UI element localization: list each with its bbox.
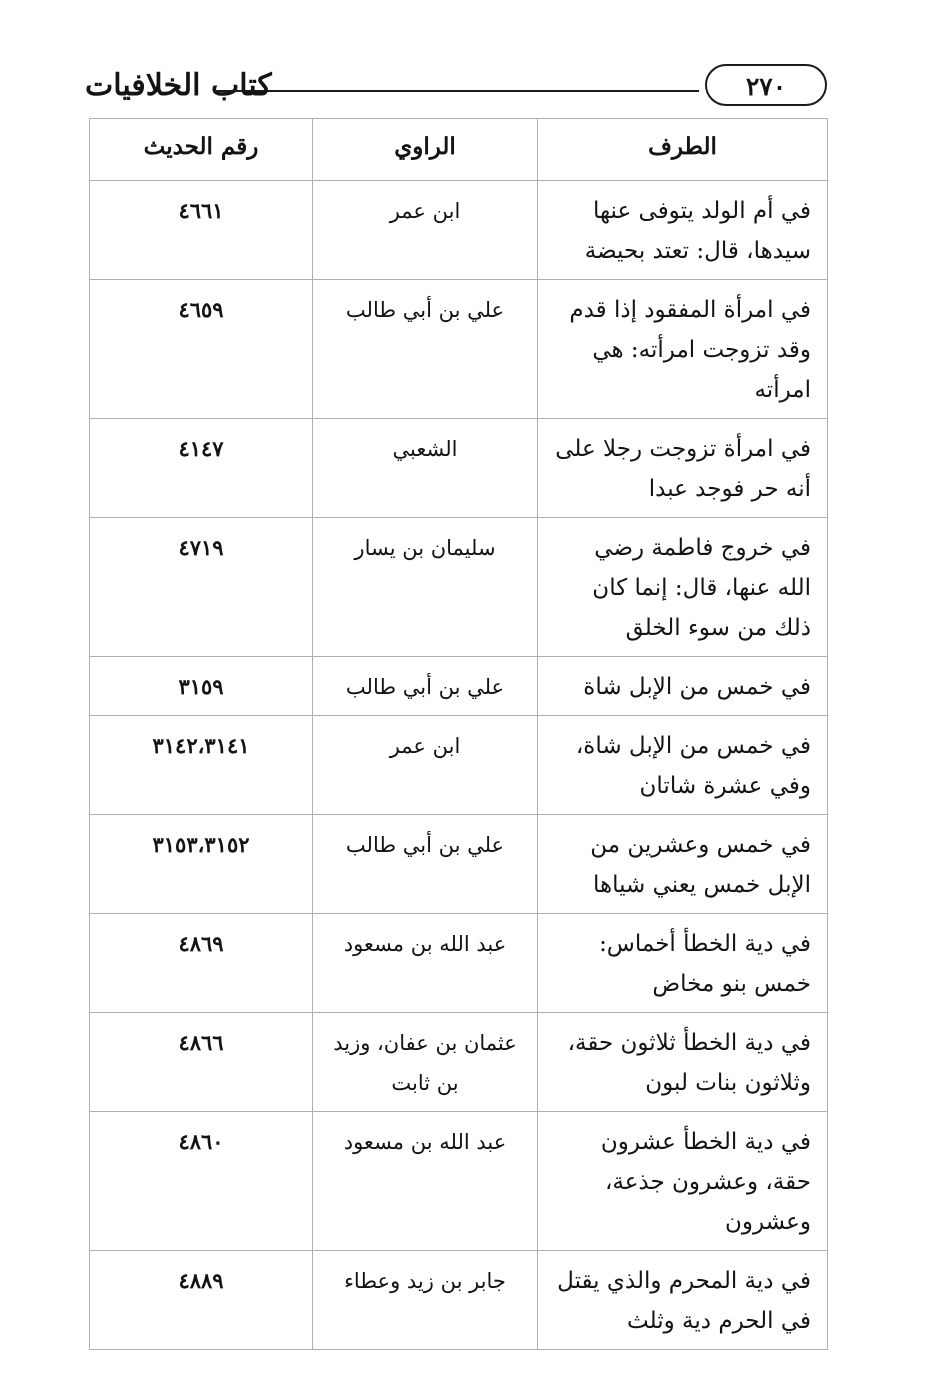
tarf-cell: في دية الخطأ عشرون حقة، وعشرون جذعة، وعشرون xyxy=(538,1112,828,1251)
tarf-cell: في دية الخطأ أخماس: خمس بنو مخاض xyxy=(538,914,828,1013)
tarf-cell: في امرأة المفقود إذا قدم وقد تزوجت امرأته: هي امرأته xyxy=(538,280,828,419)
rawi-cell: علي بن أبي طالب xyxy=(313,657,538,716)
header-rule xyxy=(213,90,699,92)
raqm-cell: ٤٨٦٦ xyxy=(90,1013,313,1112)
raqm-cell: ٤٧١٩ xyxy=(90,518,313,657)
table-row xyxy=(90,1251,828,1350)
page-header xyxy=(85,62,830,112)
rawi-cell: ابن عمر xyxy=(313,181,538,280)
raqm-cell: ٤٦٥٩ xyxy=(90,280,313,419)
raqm-cell: ٤٦٦١ xyxy=(90,181,313,280)
rawi-cell: جابر بن زيد وعطاء xyxy=(313,1251,538,1350)
raqm-cell: ٣١٥٣،٣١٥٢ xyxy=(90,815,313,914)
book-title: كتاب الخلافيات xyxy=(85,68,272,103)
table-row xyxy=(90,419,828,518)
rawi-cell: الشعبي xyxy=(313,419,538,518)
raqm-cell: ٣١٤٢،٣١٤١ xyxy=(90,716,313,815)
raqm-cell: ٤٨٨٩ xyxy=(90,1251,313,1350)
tarf-cell: في دية الخطأ ثلاثون حقة، وثلاثون بنات لبون xyxy=(538,1013,828,1112)
rawi-cell: سليمان بن يسار xyxy=(313,518,538,657)
table-row xyxy=(90,181,828,280)
rawi-cell: عثمان بن عفان، وزيد بن ثابت xyxy=(313,1013,538,1112)
table-row xyxy=(90,1013,828,1112)
tarf-cell: في دية المحرم والذي يقتل في الحرم دية وثلث xyxy=(538,1251,828,1350)
raqm-cell: ٤١٤٧ xyxy=(90,419,313,518)
tarf-cell: في خمس من الإبل شاة xyxy=(538,657,828,716)
rawi-cell: عبد الله بن مسعود xyxy=(313,914,538,1013)
hadith-index-table xyxy=(89,118,828,1350)
table-row xyxy=(90,914,828,1013)
raqm-cell: ٤٨٦٩ xyxy=(90,914,313,1013)
tarf-cell: في خروج فاطمة رضي الله عنها، قال: إنما كان ذلك من سوء الخلق xyxy=(538,518,828,657)
header-tarf: الطرف xyxy=(538,119,828,181)
raqm-cell: ٣١٥٩ xyxy=(90,657,313,716)
table-row xyxy=(90,716,828,815)
rawi-cell: علي بن أبي طالب xyxy=(313,815,538,914)
page-number: ٢٧٠ xyxy=(705,64,827,106)
header-raqm: رقم الحديث xyxy=(90,119,313,181)
table-row xyxy=(90,518,828,657)
rawi-cell: علي بن أبي طالب xyxy=(313,280,538,419)
raqm-cell: ٤٨٦٠ xyxy=(90,1112,313,1251)
tarf-cell: في خمس وعشرين من الإبل خمس يعني شياها xyxy=(538,815,828,914)
tarf-cell: في خمس من الإبل شاة، وفي عشرة شاتان xyxy=(538,716,828,815)
table-row xyxy=(90,815,828,914)
header-rawi: الراوي xyxy=(313,119,538,181)
table-row xyxy=(90,657,828,716)
table-row xyxy=(90,280,828,419)
table-row xyxy=(90,1112,828,1251)
tarf-cell: في أم الولد يتوفى عنها سيدها، قال: تعتد بحيضة xyxy=(538,181,828,280)
rawi-cell: عبد الله بن مسعود xyxy=(313,1112,538,1251)
tarf-cell: في امرأة تزوجت رجلا على أنه حر فوجد عبدا xyxy=(538,419,828,518)
table-header-row xyxy=(90,119,828,181)
rawi-cell: ابن عمر xyxy=(313,716,538,815)
